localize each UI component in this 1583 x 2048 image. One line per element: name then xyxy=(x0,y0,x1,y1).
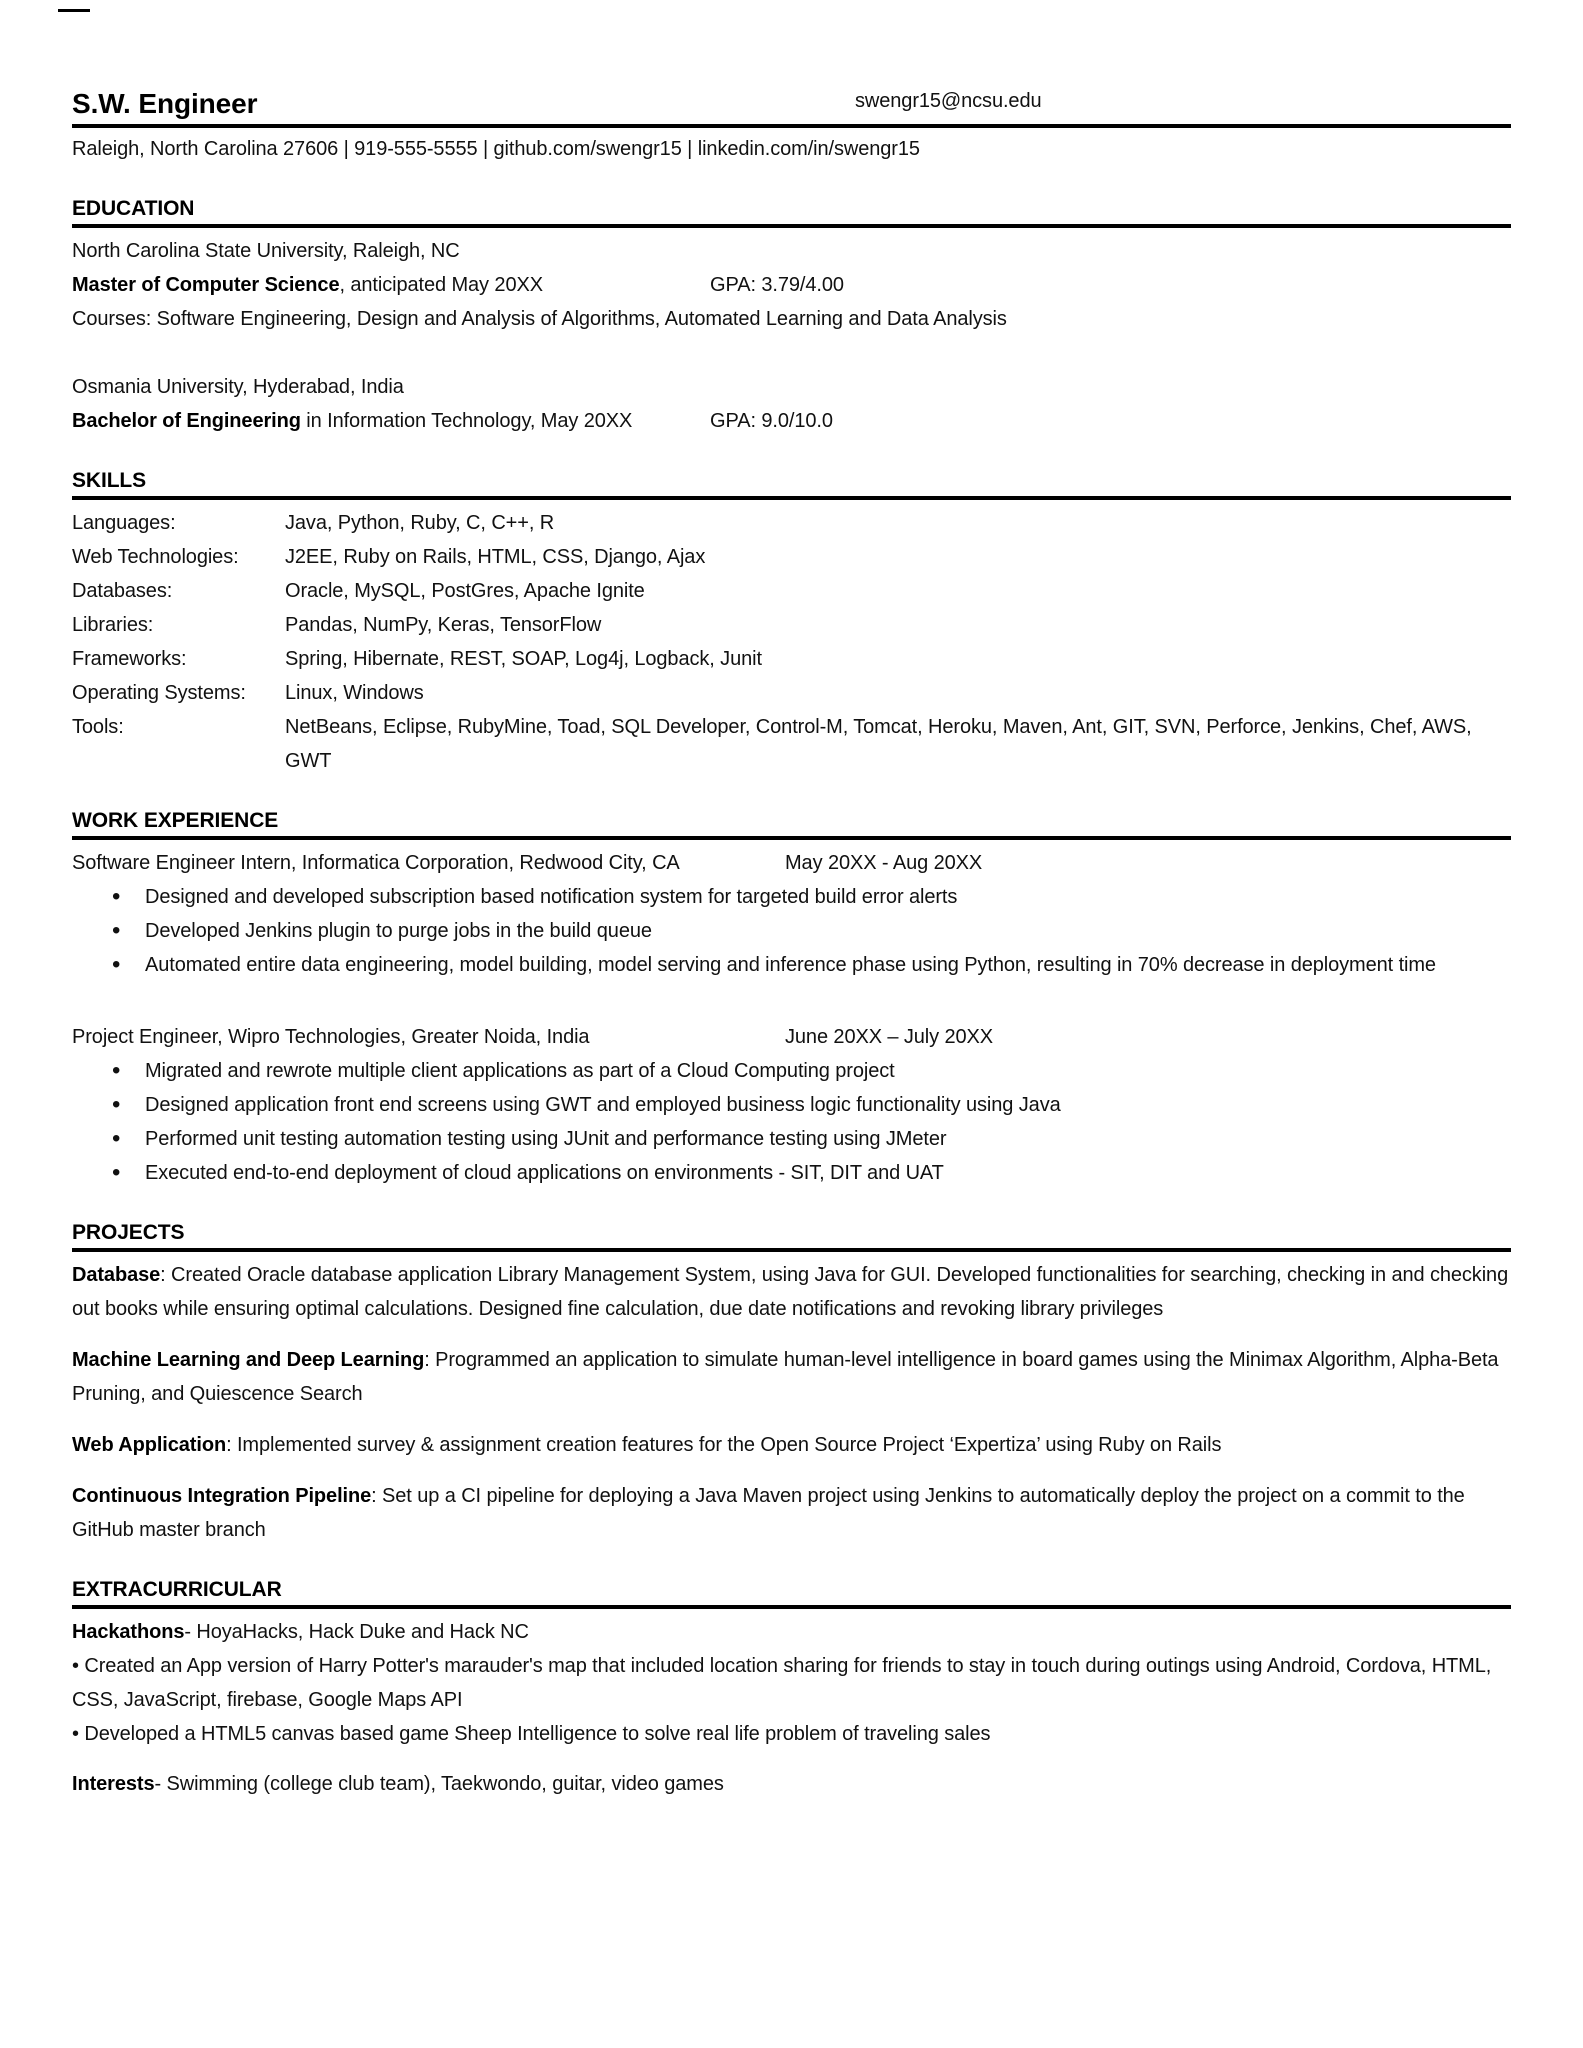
job-dates: June 20XX – July 20XX xyxy=(785,1026,994,1048)
school-name: Osmania University, Hyderabad, India xyxy=(72,376,404,398)
skill-row xyxy=(72,608,1511,642)
job-bullet: • Designed application front end screens using GWT and employed business logic functionality using Java xyxy=(145,1088,1511,1122)
scan-artifact xyxy=(58,9,90,12)
header-divider xyxy=(72,124,1511,128)
projects-heading: PROJECTS xyxy=(72,1221,185,1244)
interests-title: Interests xyxy=(72,1773,155,1795)
degree-detail: in Information Technology, May 20XX xyxy=(300,410,633,432)
job-bullet: • Executed end-to-end deployment of cloud applications on environments - SIT, DIT and UAT xyxy=(145,1156,1511,1190)
job-bullet-list xyxy=(72,880,1511,982)
contact-line: Raleigh, North Carolina 27606 | 919-555-5555 | github.com/swengr15 | linkedin.com/in/swengr15 xyxy=(72,138,920,160)
hackathons-line xyxy=(72,1615,1511,1649)
section-work-experience xyxy=(72,808,1511,1190)
skill-value: J2EE, Ruby on Rails, HTML, CSS, Django, Ajax xyxy=(285,546,706,568)
job-title-line xyxy=(72,1020,1511,1054)
skills-heading: SKILLS xyxy=(72,469,147,492)
degree-title: Master of Computer Science xyxy=(72,274,340,296)
skill-row xyxy=(72,506,1511,540)
job-entry xyxy=(72,846,1511,982)
courses-line: Courses: Software Engineering, Design and Analysis of Algorithms, Automated Learning and Data Analysis xyxy=(72,308,1007,330)
job-dates: May 20XX - Aug 20XX xyxy=(785,852,983,874)
skill-label: Frameworks: xyxy=(72,648,187,670)
email-text: swengr15@ncsu.edu xyxy=(855,90,1042,112)
school-name: North Carolina State University, Raleigh, NC xyxy=(72,240,460,262)
job-title: Software Engineer Intern, Informatica Corporation, Redwood City, CA xyxy=(72,852,680,874)
skill-row xyxy=(72,574,1511,608)
interests-line xyxy=(72,1767,1511,1801)
job-bullet: • Designed and developed subscription based notification system for targeted build error alerts xyxy=(145,880,1511,914)
skill-row xyxy=(72,642,1511,676)
gpa-value: GPA: 3.79/4.00 xyxy=(710,274,844,296)
project-item xyxy=(72,1428,1511,1462)
project-title: Web Application xyxy=(72,1434,227,1456)
job-title-line xyxy=(72,846,1511,880)
gpa-value: GPA: 9.0/10.0 xyxy=(710,410,833,432)
project-description: : Created Oracle database application Library Management System, using Java for GUI. Developed functionalities for searching, checking in and checking out books while ensuring optimal calculations. Designed fine calculation, due date notifications and revoking library privileges xyxy=(72,1264,1509,1320)
section-extracurricular xyxy=(72,1577,1511,1801)
extracurricular-heading: EXTRACURRICULAR xyxy=(72,1578,282,1601)
job-entry xyxy=(72,1020,1511,1190)
project-description: : Programmed an application to simulate human-level intelligence in board games using the Minimax Algorithm, Alpha-Beta Pruning, and Quiescence Search xyxy=(72,1349,1499,1405)
section-divider xyxy=(72,496,1511,500)
school-entry xyxy=(72,234,1511,336)
project-description: : Implemented survey & assignment creation features for the Open Source Project ‘Expertiza’ using Ruby on Rails xyxy=(226,1434,1222,1456)
skill-label: Libraries: xyxy=(72,614,154,636)
extracurricular-bullet: • Created an App version of Harry Potter's marauder's map that included location sharing for friends to stay in touch during outings using Android, Cordova, HTML, CSS, JavaScript, firebase, Google Maps API xyxy=(72,1655,1492,1711)
job-bullet: • Developed Jenkins plugin to purge jobs in the build queue xyxy=(145,914,1511,948)
school-entry xyxy=(72,370,1511,438)
skill-value: Spring, Hibernate, REST, SOAP, Log4j, Logback, Junit xyxy=(285,648,762,670)
candidate-name: S.W. Engineer xyxy=(72,88,258,119)
project-title: Continuous Integration Pipeline xyxy=(72,1485,372,1507)
project-item xyxy=(72,1258,1511,1326)
interests-detail: - Swimming (college club team), Taekwondo, guitar, video games xyxy=(154,1773,724,1795)
skill-label: Tools: xyxy=(72,716,124,738)
skill-value: Pandas, NumPy, Keras, TensorFlow xyxy=(285,614,602,636)
skill-value: Java, Python, Ruby, C, C++, R xyxy=(285,512,555,534)
skill-label: Web Technologies: xyxy=(72,546,239,568)
skill-label: Databases: xyxy=(72,580,173,602)
section-divider xyxy=(72,1248,1511,1252)
project-title: Database xyxy=(72,1264,161,1286)
skill-label: Languages: xyxy=(72,512,176,534)
job-bullet: • Performed unit testing automation testing using JUnit and performance testing using JMeter xyxy=(145,1122,1511,1156)
skill-value: Oracle, MySQL, PostGres, Apache Ignite xyxy=(285,580,645,602)
header-name-row xyxy=(72,86,1511,122)
project-item xyxy=(72,1343,1511,1411)
section-divider xyxy=(72,224,1511,228)
job-bullet-list xyxy=(72,1054,1511,1190)
skill-row xyxy=(72,540,1511,574)
skill-value: Linux, Windows xyxy=(285,682,424,704)
section-divider xyxy=(72,1605,1511,1609)
skill-row xyxy=(72,710,1511,778)
project-description: : Set up a CI pipeline for deploying a Java Maven project using Jenkins to automatically deploy the project on a commit to the GitHub master branch xyxy=(72,1485,1465,1541)
extracurricular-bullet: • Developed a HTML5 canvas based game Sheep Intelligence to solve real life problem of traveling sales xyxy=(72,1723,991,1745)
degree-title: Bachelor of Engineering xyxy=(72,410,301,432)
job-title: Project Engineer, Wipro Technologies, Greater Noida, India xyxy=(72,1026,590,1048)
skill-row xyxy=(72,676,1511,710)
degree-line xyxy=(72,404,1511,438)
skill-label: Operating Systems: xyxy=(72,682,246,704)
section-divider xyxy=(72,836,1511,840)
job-bullet: • Migrated and rewrote multiple client applications as part of a Cloud Computing project xyxy=(145,1054,1511,1088)
degree-detail: , anticipated May 20XX xyxy=(339,274,543,296)
work-experience-heading: WORK EXPERIENCE xyxy=(72,809,279,832)
hackathons-detail: - HoyaHacks, Hack Duke and Hack NC xyxy=(184,1621,529,1643)
section-education xyxy=(72,196,1511,438)
skill-value: NetBeans, Eclipse, RubyMine, Toad, SQL Developer, Control-M, Tomcat, Heroku, Maven, Ant, GIT, SVN, Perforce, Jenkins, Chef, AWS, GWT xyxy=(285,716,1472,772)
project-title: Machine Learning and Deep Learning xyxy=(72,1349,425,1371)
degree-line xyxy=(72,268,1511,302)
project-item xyxy=(72,1479,1511,1547)
hackathons-title: Hackathons xyxy=(72,1621,185,1643)
resume-header xyxy=(72,86,1511,166)
section-skills xyxy=(72,468,1511,778)
education-heading: EDUCATION xyxy=(72,197,195,220)
section-projects xyxy=(72,1220,1511,1547)
job-bullet: • Automated entire data engineering, model building, model serving and inference phase using Python, resulting in 70% decrease in deployment time xyxy=(145,948,1511,982)
